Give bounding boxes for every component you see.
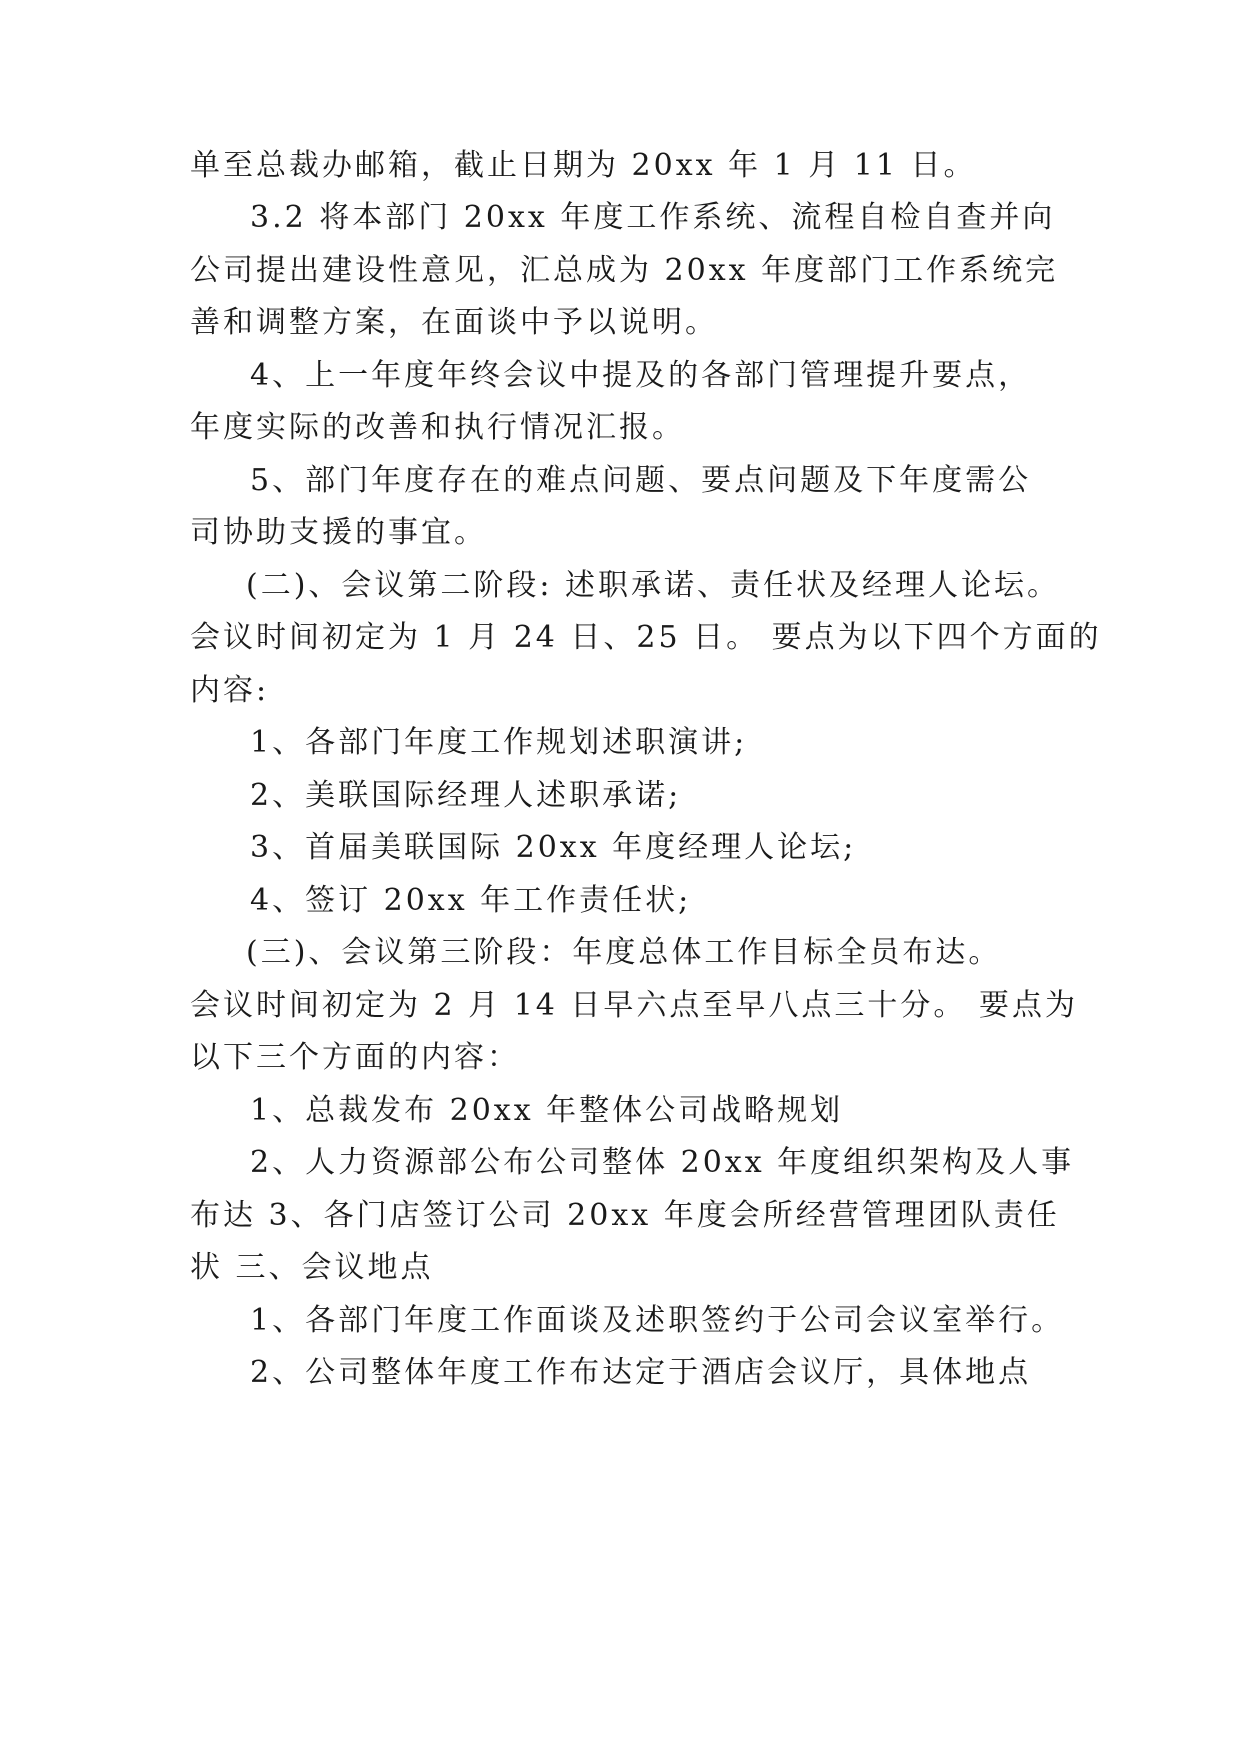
section-heading: (三)、会议第三阶段：年度总体工作目标全员布达。: [246, 935, 1002, 970]
section-heading: (二)、会议第二阶段: 述职承诺、责任状及经理人论坛。: [246, 568, 1061, 603]
list-item: 2、人力资源部公布公司整体 20xx 年度组织架构及人事: [250, 1145, 1075, 1180]
text-line: 单至总裁办邮箱，截止日期为 20xx 年 1 月 11 日。: [190, 148, 977, 183]
text-line: 公司提出建设性意见，汇总成为 20xx 年度部门工作系统完: [190, 253, 1059, 288]
text-line: 会议时间初定为 1 月 24 日、25 日。 要点为以下四个方面的: [190, 620, 1102, 655]
list-item: 4、签订 20xx 年工作责任状;: [250, 883, 692, 918]
text-line: 3.2 将本部门 20xx 年度工作系统、流程自检自查并向: [250, 200, 1056, 235]
text-line: 司协助支援的事宜。: [190, 515, 487, 550]
text-line: 会议时间初定为 2 月 14 日早六点至早八点三十分。 要点为: [190, 988, 1078, 1023]
text-line: 5、部门年度存在的难点问题、要点问题及下年度需公: [250, 463, 1032, 498]
text-line: 以下三个方面的内容：: [190, 1040, 520, 1075]
list-item: 2、美联国际经理人述职承诺;: [250, 778, 682, 813]
text-line: 年度实际的改善和执行情况汇报。: [190, 410, 685, 445]
list-item: 1、各部门年度工作规划述职演讲;: [250, 725, 748, 760]
text-line: 善和调整方案，在面谈中予以说明。: [190, 305, 718, 340]
text-line: 状 三、会议地点: [190, 1250, 434, 1285]
text-line: 布达 3、各门店签订公司 20xx 年度会所经营管理团队责任: [190, 1198, 1060, 1233]
list-item: 1、总裁发布 20xx 年整体公司战略规划: [250, 1093, 844, 1128]
list-item: 1、各部门年度工作面谈及述职签约于公司会议室举行。: [250, 1303, 1065, 1338]
text-line: 内容:: [190, 673, 270, 708]
text-line: 4、上一年度年终会议中提及的各部门管理提升要点，: [250, 358, 1032, 393]
list-item: 2、公司整体年度工作布达定于酒店会议厅，具体地点: [250, 1355, 1032, 1390]
list-item: 3、首届美联国际 20xx 年度经理人论坛;: [250, 830, 857, 865]
